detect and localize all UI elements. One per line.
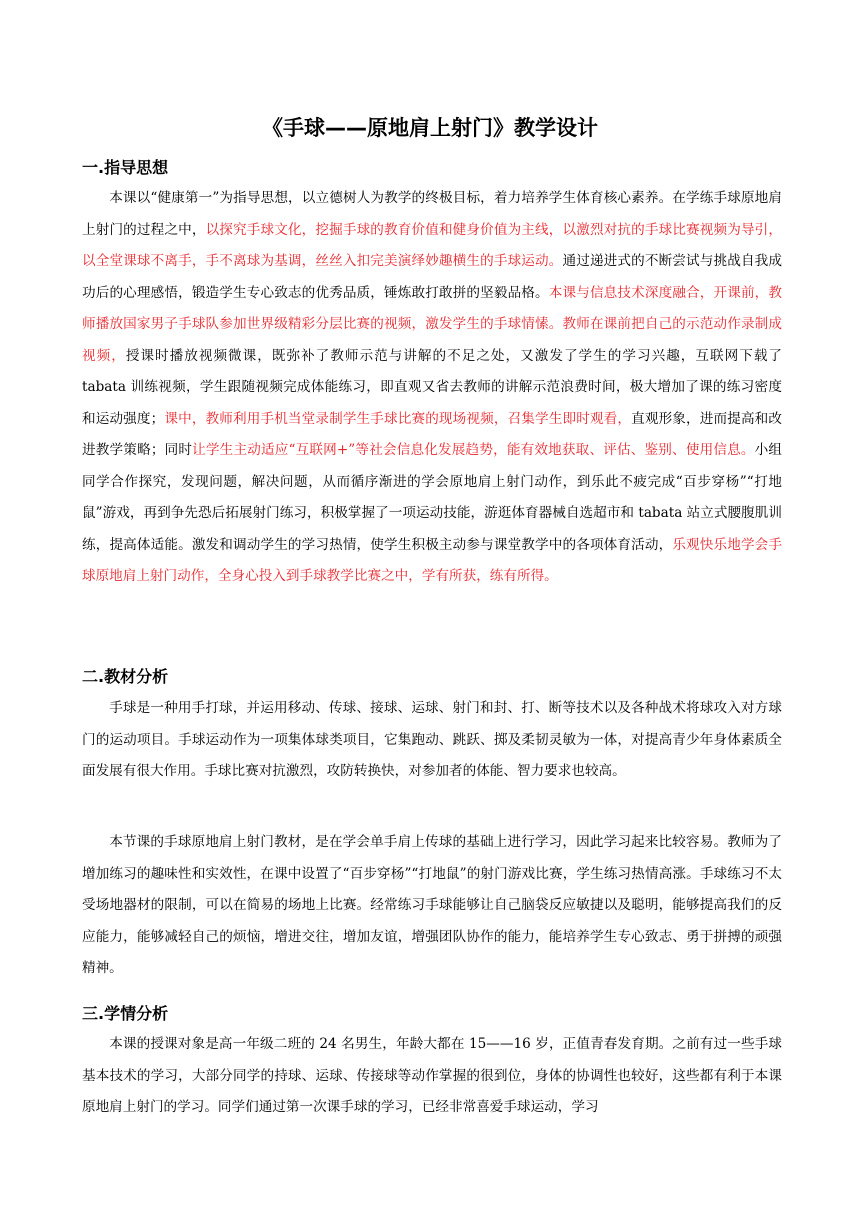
highlighted-text-run: 以探究手球文化，挖掘手球的教育价值和健身价值为主线，以激烈对抗的手球比赛视频为导引，以全堂课球不离手，手不离球为基调，丝丝入扣完美演绎妙趣横生的手球运动。 bbox=[82, 221, 783, 269]
text-run: 小组同学合作探究，发现问题，解决问题，从而循序渐进的学会原地肩上射门动作，到乐此不疲完成“百步穿杨”“打地鼠”游戏，再到争先恐后拓展射门练习，积极掌握了一项运动技能，游逛体育器械自选超市和 tabata 站立式腰腹肌训练，提高体适能。激发和调动学生的学习热情，使学生积极主动参与课堂教学中的各项体育活动， bbox=[82, 442, 783, 553]
highlighted-text-run: 让学生主动适应“互联网+”等社会信息化发展趋势，能有效地获取、评估、鉴别、使用信息。 bbox=[192, 442, 755, 458]
section-heading-student-analysis: 三.学情分析 bbox=[82, 1004, 169, 1023]
paragraph-material-analysis-2 bbox=[82, 827, 782, 985]
section-heading-guiding-ideology: 一.指导思想 bbox=[82, 158, 169, 177]
text-run: 直观形象，进而提高和改进教学策略；同时 bbox=[82, 410, 782, 458]
paragraph-material-analysis-1 bbox=[82, 693, 782, 788]
paragraph-student-analysis bbox=[82, 1029, 782, 1124]
paragraph-guiding-ideology bbox=[82, 183, 782, 593]
highlighted-text-run: 乐观快乐地学会手球原地肩上射门动作，全身心投入到手球教学比赛之中，学有所获，练有所得。 bbox=[82, 536, 783, 584]
text-run: 本节课的手球原地肩上射门教材，是在学会单手肩上传球的基础上进行学习，因此学习起来比较容易。教师为了增加练习的趣味性和实效性，在课中设置了“百步穿杨”“打地鼠”的射门游戏比赛，学生练习热情高涨。手球练习不太受场地器材的限制，可以在简易的场地上比赛。经常练习手球能够让自己脑袋反应敏捷以及聪明，能够提高我们的反应能力，能够减轻自己的烦恼，增进交往，增加友谊，增强团队协作的能力，能培养学生专心致志、勇于拼搏的顽强精神。 bbox=[82, 834, 782, 976]
text-run: 手球是一种用手打球，并运用移动、传球、接球、运球、射门和封、打、断等技术以及各种战术将球攻入对方球门的运动项目。手球运动作为一项集体球类项目，它集跑动、跳跃、掷及柔韧灵敏为一体，对提高青少年身体素质全面发展有很大作用。手球比赛对抗激烈，攻防转换快，对参加者的体能、智力要求也较高。 bbox=[82, 700, 782, 779]
text-run: 通过递进式的不断尝试与挑战自我成功后的心理感悟，锻造学生专心致志的优秀品质，锤炼敢打敢拼的坚毅品格。 bbox=[82, 253, 782, 301]
highlighted-text-run: 课中，教师利用手机当堂录制学生手球比赛的现场视频，召集学生即时观看， bbox=[164, 410, 632, 427]
section-heading-material-analysis: 二.教材分析 bbox=[82, 667, 169, 686]
document-title: 《手球——原地肩上射门》教学设计 bbox=[262, 116, 598, 140]
highlighted-text-run: 本课与信息技术深度融合，开课前，教师播放国家男子手球队参加世界级精彩分层比赛的视频，激发学生的手球情愫。教师在课前把自己的示范动作录制成视频， bbox=[82, 284, 783, 364]
text-run: 授课时播放视频微课，既弥补了教师示范与讲解的不足之处，又激发了学生的学习兴趣，互联网下载了 tabata 训练视频，学生跟随视频完成体能练习，即直观又省去教师的讲解示范浪费时间，极大增加了课的练习密度和运动强度； bbox=[82, 347, 783, 427]
text-run: 本课的授课对象是高一年级二班的 24 名男生，年龄大都在 15——16 岁，正值青春发育期。之前有过一些手球基本技术的学习，大部分同学的持球、运球、传接球等动作掌握的很到位，身体的协调性也较好，这些都有利于本课原地肩上射门的学习。同学们通过第一次课手球的学习，已经非常喜爱手球运动，学习 bbox=[82, 1036, 782, 1115]
text-run: 本课以“健康第一”为指导思想，以立德树人为教学的终极目标，着力培养学生体育核心素养。在学练手球原地肩上射门的过程之中， bbox=[82, 190, 782, 238]
